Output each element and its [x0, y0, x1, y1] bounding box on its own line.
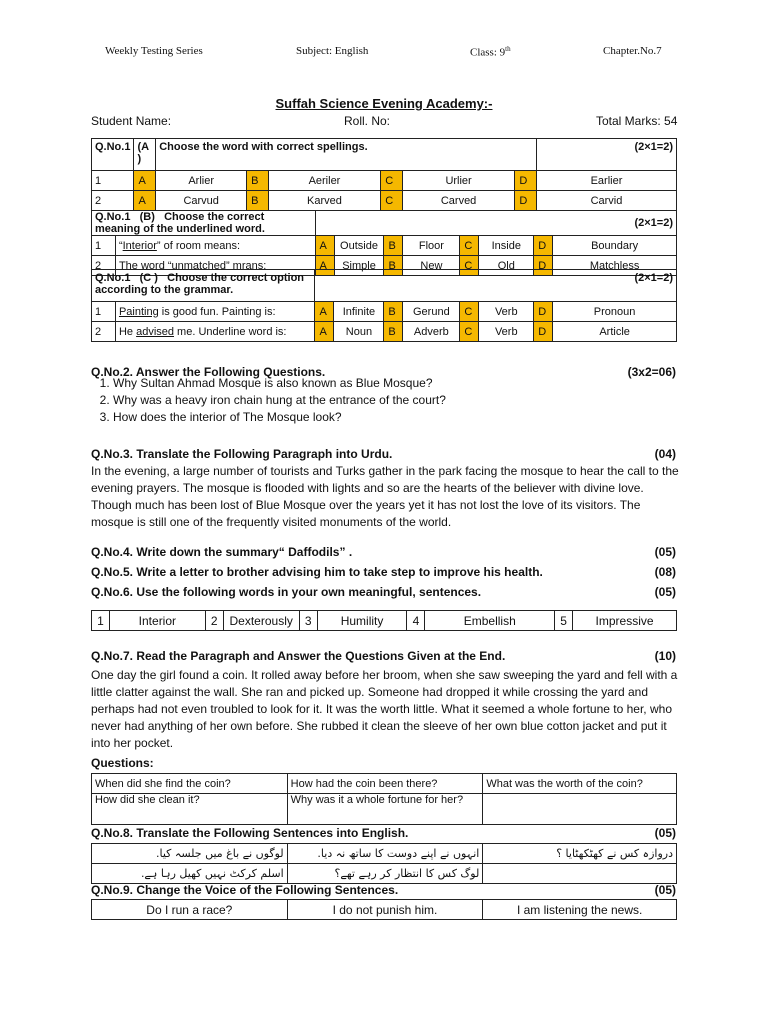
option-letter: C — [381, 191, 403, 211]
q1b-row-1 — [92, 236, 677, 256]
q2-list — [73, 375, 693, 426]
urdu-sentence: لوگ کس کا انتظار کر رہے تھے؟ — [287, 864, 483, 884]
option-text: Outside — [334, 236, 384, 256]
option-text: Floor — [403, 236, 460, 256]
q7-questions-label: Questions: — [91, 756, 154, 770]
q7-title: Q.No.7. Read the Paragraph and Answer the Questions Given at the End. — [91, 649, 506, 663]
option-text: Karved — [268, 191, 380, 211]
student-name-label: Student Name: — [91, 114, 172, 128]
table-row — [92, 900, 677, 920]
q1-table — [91, 138, 677, 211]
q1c-heading: Q.No.1 (C ) Choose the correct option according to the grammar. — [92, 270, 315, 302]
q8-table — [91, 843, 677, 884]
q6-title: Q.No.6. Use the following words in your own meaningful, sentences. — [91, 585, 482, 599]
q1c-table — [91, 269, 677, 342]
question-cell — [483, 794, 677, 825]
q7-questions-table — [91, 773, 677, 825]
q1a-part: (A ) — [134, 139, 156, 171]
option-text: Carvud — [156, 191, 247, 211]
option-letter: A — [315, 302, 334, 322]
option-text: Verb — [479, 322, 534, 342]
urdu-sentence: لوگوں نے باغ میں جلسہ کیا. — [92, 844, 288, 864]
q7-paragraph: One day the girl found a coin. It rolled away before her broom, when she saw sweeping the yard and fell with a little clatter against the wall. She ran and picked up. Someone had dropped it while crossing the yard and perhaps had not even troubled to look for it. It was the worth little. What it seemed a whole fortune to her, who never had anything of her own before. She rubbed it clean the sleeve of her own blue cotton jacket and put it into her pocket. — [91, 668, 678, 750]
question-text: The word “unmatched” mrans: — [115, 256, 315, 276]
q1b-heading: Q.No.1 (B) Choose the correct meaning of the underlined word. — [92, 211, 316, 236]
option-text: Aeriler — [268, 171, 380, 191]
urdu-sentence: اسلم کرکٹ نہیں کھیل رہا ہے. — [92, 864, 288, 884]
q1c-header-row — [92, 270, 677, 302]
row-number: 1 — [92, 171, 134, 191]
option-letter: C — [460, 322, 479, 342]
option-letter: C — [460, 236, 479, 256]
word: Impressive — [573, 611, 677, 631]
option-letter: B — [384, 302, 403, 322]
option-letter: D — [534, 302, 553, 322]
q8-marks: (05) — [654, 826, 676, 840]
q1c-row-2 — [92, 322, 677, 342]
option-text: New — [403, 256, 460, 276]
sentence-cell: I am listening the news. — [483, 900, 677, 920]
option-letter: D — [534, 322, 553, 342]
q3-title: Q.No.3. Translate the Following Paragraph into Urdu. — [91, 447, 393, 461]
urdu-sentence — [483, 864, 677, 884]
sentence-cell: I do not punish him. — [287, 900, 483, 920]
chapter-label: Chapter.No.7 — [603, 45, 662, 57]
q1a-header-row — [92, 139, 677, 171]
question-text: “Interior” of room means: — [115, 236, 315, 256]
option-text: Gerund — [403, 302, 460, 322]
table-row — [92, 774, 677, 794]
row-number: 1 — [92, 302, 116, 322]
table-row — [92, 864, 677, 884]
question-cell: What was the worth of the coin? — [483, 774, 677, 794]
q5-marks: (08) — [654, 565, 676, 579]
option-text: Earlier — [536, 171, 676, 191]
option-letter: D — [534, 236, 553, 256]
q1c-row-1 — [92, 302, 677, 322]
question-cell: When did she find the coin? — [92, 774, 288, 794]
option-letter: C — [381, 171, 403, 191]
q9-title: Q.No.9. Change the Voice of the Following Sentences. — [91, 883, 399, 897]
q2-marks: (3x2=06) — [627, 365, 676, 379]
question-cell: How did she clean it? — [92, 794, 288, 825]
q9-marks: (05) — [654, 883, 676, 897]
q6-words-row — [92, 611, 677, 631]
option-letter: D — [515, 191, 537, 211]
q5-title: Q.No.5. Write a letter to brother advising him to take step to improve his health. — [91, 565, 543, 579]
option-text: Infinite — [334, 302, 384, 322]
question-text: Painting is good fun. Painting is: — [115, 302, 315, 322]
row-number: 1 — [92, 236, 116, 256]
q3-marks: (04) — [654, 447, 676, 461]
academy-title: Suffah Science Evening Academy:- — [275, 96, 493, 111]
urdu-sentence: دروازہ کس نے کھٹکھٹایا ؟ — [483, 844, 677, 864]
option-letter: A — [134, 171, 156, 191]
row-number: 2 — [92, 256, 116, 276]
word: Interior — [109, 611, 205, 631]
word-number: 4 — [407, 611, 425, 631]
total-marks-label: Total Marks: 54 — [596, 114, 678, 128]
option-letter: C — [460, 256, 479, 276]
q4-title: Q.No.4. Write down the summary“ Daffodils” . — [91, 545, 353, 559]
q1a-row-1 — [92, 171, 677, 191]
q1b-table — [91, 210, 677, 276]
series-label: Weekly Testing Series — [105, 45, 203, 57]
q4-marks: (05) — [654, 545, 676, 559]
word-number: 5 — [555, 611, 573, 631]
q1a-row-2 — [92, 191, 677, 211]
option-text: Old — [479, 256, 534, 276]
question-cell: How had the coin been there? — [287, 774, 483, 794]
q9-table — [91, 899, 677, 920]
option-text: Carvid — [536, 191, 676, 211]
q1b-header-row — [92, 211, 677, 236]
option-text: Verb — [479, 302, 534, 322]
word: Dexterously — [223, 611, 299, 631]
word-number: 2 — [205, 611, 223, 631]
option-letter: A — [315, 236, 334, 256]
row-number: 2 — [92, 191, 134, 211]
option-letter: C — [460, 302, 479, 322]
option-text: Noun — [334, 322, 384, 342]
option-text: Matchless — [553, 256, 677, 276]
word: Humility — [317, 611, 407, 631]
subject-label: Subject: English — [296, 45, 369, 57]
option-text: Adverb — [403, 322, 460, 342]
option-letter: D — [515, 171, 537, 191]
word-number: 3 — [299, 611, 317, 631]
option-text: Carved — [402, 191, 515, 211]
option-letter: B — [247, 191, 269, 211]
class-label: Class: 9th — [470, 45, 511, 59]
word: Embellish — [425, 611, 555, 631]
option-letter: A — [315, 256, 334, 276]
option-letter: B — [384, 322, 403, 342]
option-letter: D — [534, 256, 553, 276]
table-row — [92, 794, 677, 825]
option-text: Article — [553, 322, 677, 342]
option-letter: B — [247, 171, 269, 191]
table-row — [92, 844, 677, 864]
question-text: He advised me. Underline word is: — [115, 322, 315, 342]
q1a-title: Choose the word with correct spellings. — [156, 139, 537, 171]
option-text: Boundary — [553, 236, 677, 256]
option-letter: A — [315, 322, 334, 342]
q8-title: Q.No.8. Translate the Following Sentences into English. — [91, 826, 409, 840]
q3-paragraph: In the evening, a large number of tourists and Turks gather in the park facing the mosque to hear the call to the evening prayers. The mosque is flooded with lights and so are the hearts of the believer with divine love. Though much has been lost of Blue Mosque over the years yet it has not lost the love of its visitors. The mosque is still one of the frequently visited monuments of the world. — [91, 464, 679, 529]
urdu-sentence: انہوں نے اپنے دوست کا ساتھ نہ دیا. — [287, 844, 483, 864]
q6-marks: (05) — [654, 585, 676, 599]
list-item: 1. Why Sultan Ahmad Mosque is also known as Blue Mosque? — [113, 375, 693, 392]
list-item: 2. Why was a heavy iron chain hung at the entrance of the court? — [113, 392, 693, 409]
sentence-cell: Do I run a race? — [92, 900, 288, 920]
option-letter: B — [384, 256, 403, 276]
word-number: 1 — [92, 611, 110, 631]
q6-words-table — [91, 610, 677, 631]
q1a-marks: (2×1=2) — [536, 139, 676, 171]
option-letter: A — [134, 191, 156, 211]
option-text: Urlier — [402, 171, 515, 191]
q1a-no: Q.No.1 — [92, 139, 134, 171]
roll-no-label: Roll. No: — [344, 114, 391, 128]
option-text: Arlier — [156, 171, 247, 191]
row-number: 2 — [92, 322, 116, 342]
question-cell: Why was it a whole fortune for her? — [287, 794, 483, 825]
option-text: Simple — [334, 256, 384, 276]
q7-marks: (10) — [654, 649, 676, 663]
option-text: Inside — [479, 236, 534, 256]
option-letter: B — [384, 236, 403, 256]
q1c-marks: (2×1=2) — [315, 270, 677, 302]
q2-title: Q.No.2. Answer the Following Questions. — [91, 365, 326, 379]
option-text: Pronoun — [553, 302, 677, 322]
q1b-marks: (2×1=2) — [315, 211, 676, 236]
list-item: 3. How does the interior of The Mosque look? — [113, 409, 693, 426]
